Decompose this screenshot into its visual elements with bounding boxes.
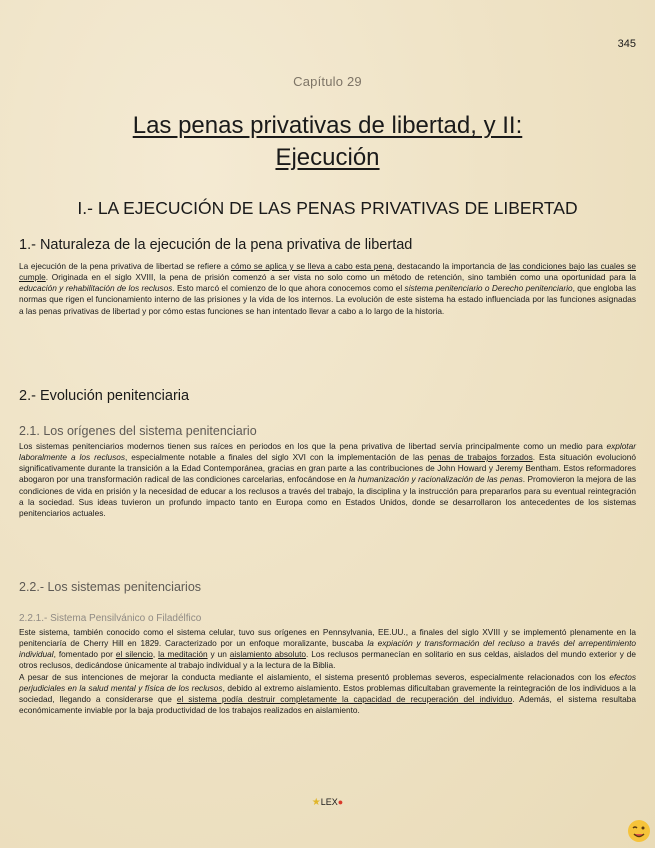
section-2-2-1-paragraph-2: A pesar de sus intenciones de mejorar la conducta mediante el aislamiento, el sistema presentó problemas severos, especialmente relacionados con los efectos perjudiciales en la salud mental y física de los reclusos, debido al extremo aislamiento. Estos problemas dificultaban gravemente la reintegración de los individuos a la sociedad, llegando a considerarse que el sistema podía destruir completamente la capacidad de recuperación del individuo. Además, el sistema resultaba económicamente inviable por la baja productividad de los trabajos realizados en aislamiento. bbox=[19, 671, 637, 716]
page-title bbox=[0, 110, 655, 174]
section-2-2-heading: 2.2.- Los sistemas penitenciarios bbox=[19, 580, 202, 594]
title-line-1: Las penas privativas de libertad, y II: bbox=[132, 112, 523, 139]
star-icon: ★ bbox=[311, 797, 321, 808]
section-2-2-1 bbox=[19, 613, 636, 716]
section-1 bbox=[19, 237, 636, 317]
section-2-1-heading: 2.1. Los orígenes del sistema penitenciario bbox=[19, 424, 257, 438]
section-1-heading: 1.- Naturaleza de la ejecución de la pena privativa de libertad bbox=[19, 237, 413, 253]
section-2-1 bbox=[19, 424, 636, 519]
section-2-2 bbox=[19, 580, 636, 594]
winking-face-icon bbox=[625, 818, 653, 844]
section-1-paragraph: La ejecución de la pena privativa de libertad se refiere a cómo se aplica y se lleva a cabo esta pena, destacando la importancia de las condiciones bajo las cuales se cumple. Originada en el siglo XVIII, la pena de prisión comenzó a ser vista no solo como un método de retención, sino también como una oportunidad para la educación y rehabilitación de los reclusos. Esto marcó el comienzo de lo que ahora conocemos como el sistema penitenciario o Derecho penitenciario, que engloba las normas que rigen el funcionamiento interno de las prisiones y la vida de los internos. La evolución de este sistema ha estado influenciada por las funciones asignadas a las penas privativas de libertad y por cómo estas funciones se han intentado llevar a cabo a lo largo de la historia. bbox=[19, 261, 636, 316]
section-2 bbox=[19, 388, 636, 404]
title-line-2: Ejecución bbox=[275, 144, 380, 171]
section-heading: I.- LA EJECUCIÓN DE LAS PENAS PRIVATIVAS DE LIBERTAD bbox=[77, 198, 578, 218]
section-2-1-paragraph: Los sistemas penitenciarios modernos tienen sus raíces en periodos en los que la pena privativa de libertad servía principalmente como un medio para explotar laboralmente a los reclusos, especialmente notable a finales del siglo XVI con la implementación de las penas de trabajos forzados. Esta situación evolucionó significativamente durante la transición a la Edad Contemporánea, gracias en gran parte a las contribuciones de John Howard y Jeremy Bentham. Estos reformadores abogaron por una transformación radical de las condiciones carcelarias, enfocándose en la humanización y racionalización de las penas. Promovieron la mejora de las condiciones de vida en prisión y la necesidad de educar a los reclusos a través del trabajo, la disciplina y la instrucción para prepararlos para su eventual reintegración a la sociedad. Sus ideas tuvieron un profundo impacto tanto en Europa como en Estados Unidos, donde se desarrollaron los antecedentes de los sistemas penitenciarios actuales. bbox=[19, 441, 636, 518]
drop-icon: ● bbox=[337, 797, 344, 807]
footer-label: LEX bbox=[320, 797, 338, 807]
chapter-label: Capítulo 29 bbox=[293, 74, 362, 89]
footer bbox=[0, 797, 655, 808]
page-number: 345 bbox=[617, 38, 636, 50]
section-2-2-1-paragraph-1: Este sistema, también conocido como el sistema celular, tuvo sus orígenes en Pennsylvania, EE.UU., a finales del siglo XVIII y se implementó plenamente en la penitenciaría de Cherry Hill en 1829. Caracterizado por un enfoque moralizante, buscaba la expiación y transformación del recluso a través del arrepentimiento individual, fomentado por el silencio, la meditación y un aislamiento absoluto. Los reclusos permanecían en solitario en sus celdas, aislados del mundo exterior y de otros reclusos, dedicándose únicamente al trabajo individual y a la lectura de la Biblia. bbox=[19, 627, 637, 671]
section-2-heading: 2.- Evolución penitenciaria bbox=[19, 388, 190, 404]
section-2-2-1-heading: 2.2.1.- Sistema Pensilvánico o Filadélfico bbox=[19, 613, 202, 624]
